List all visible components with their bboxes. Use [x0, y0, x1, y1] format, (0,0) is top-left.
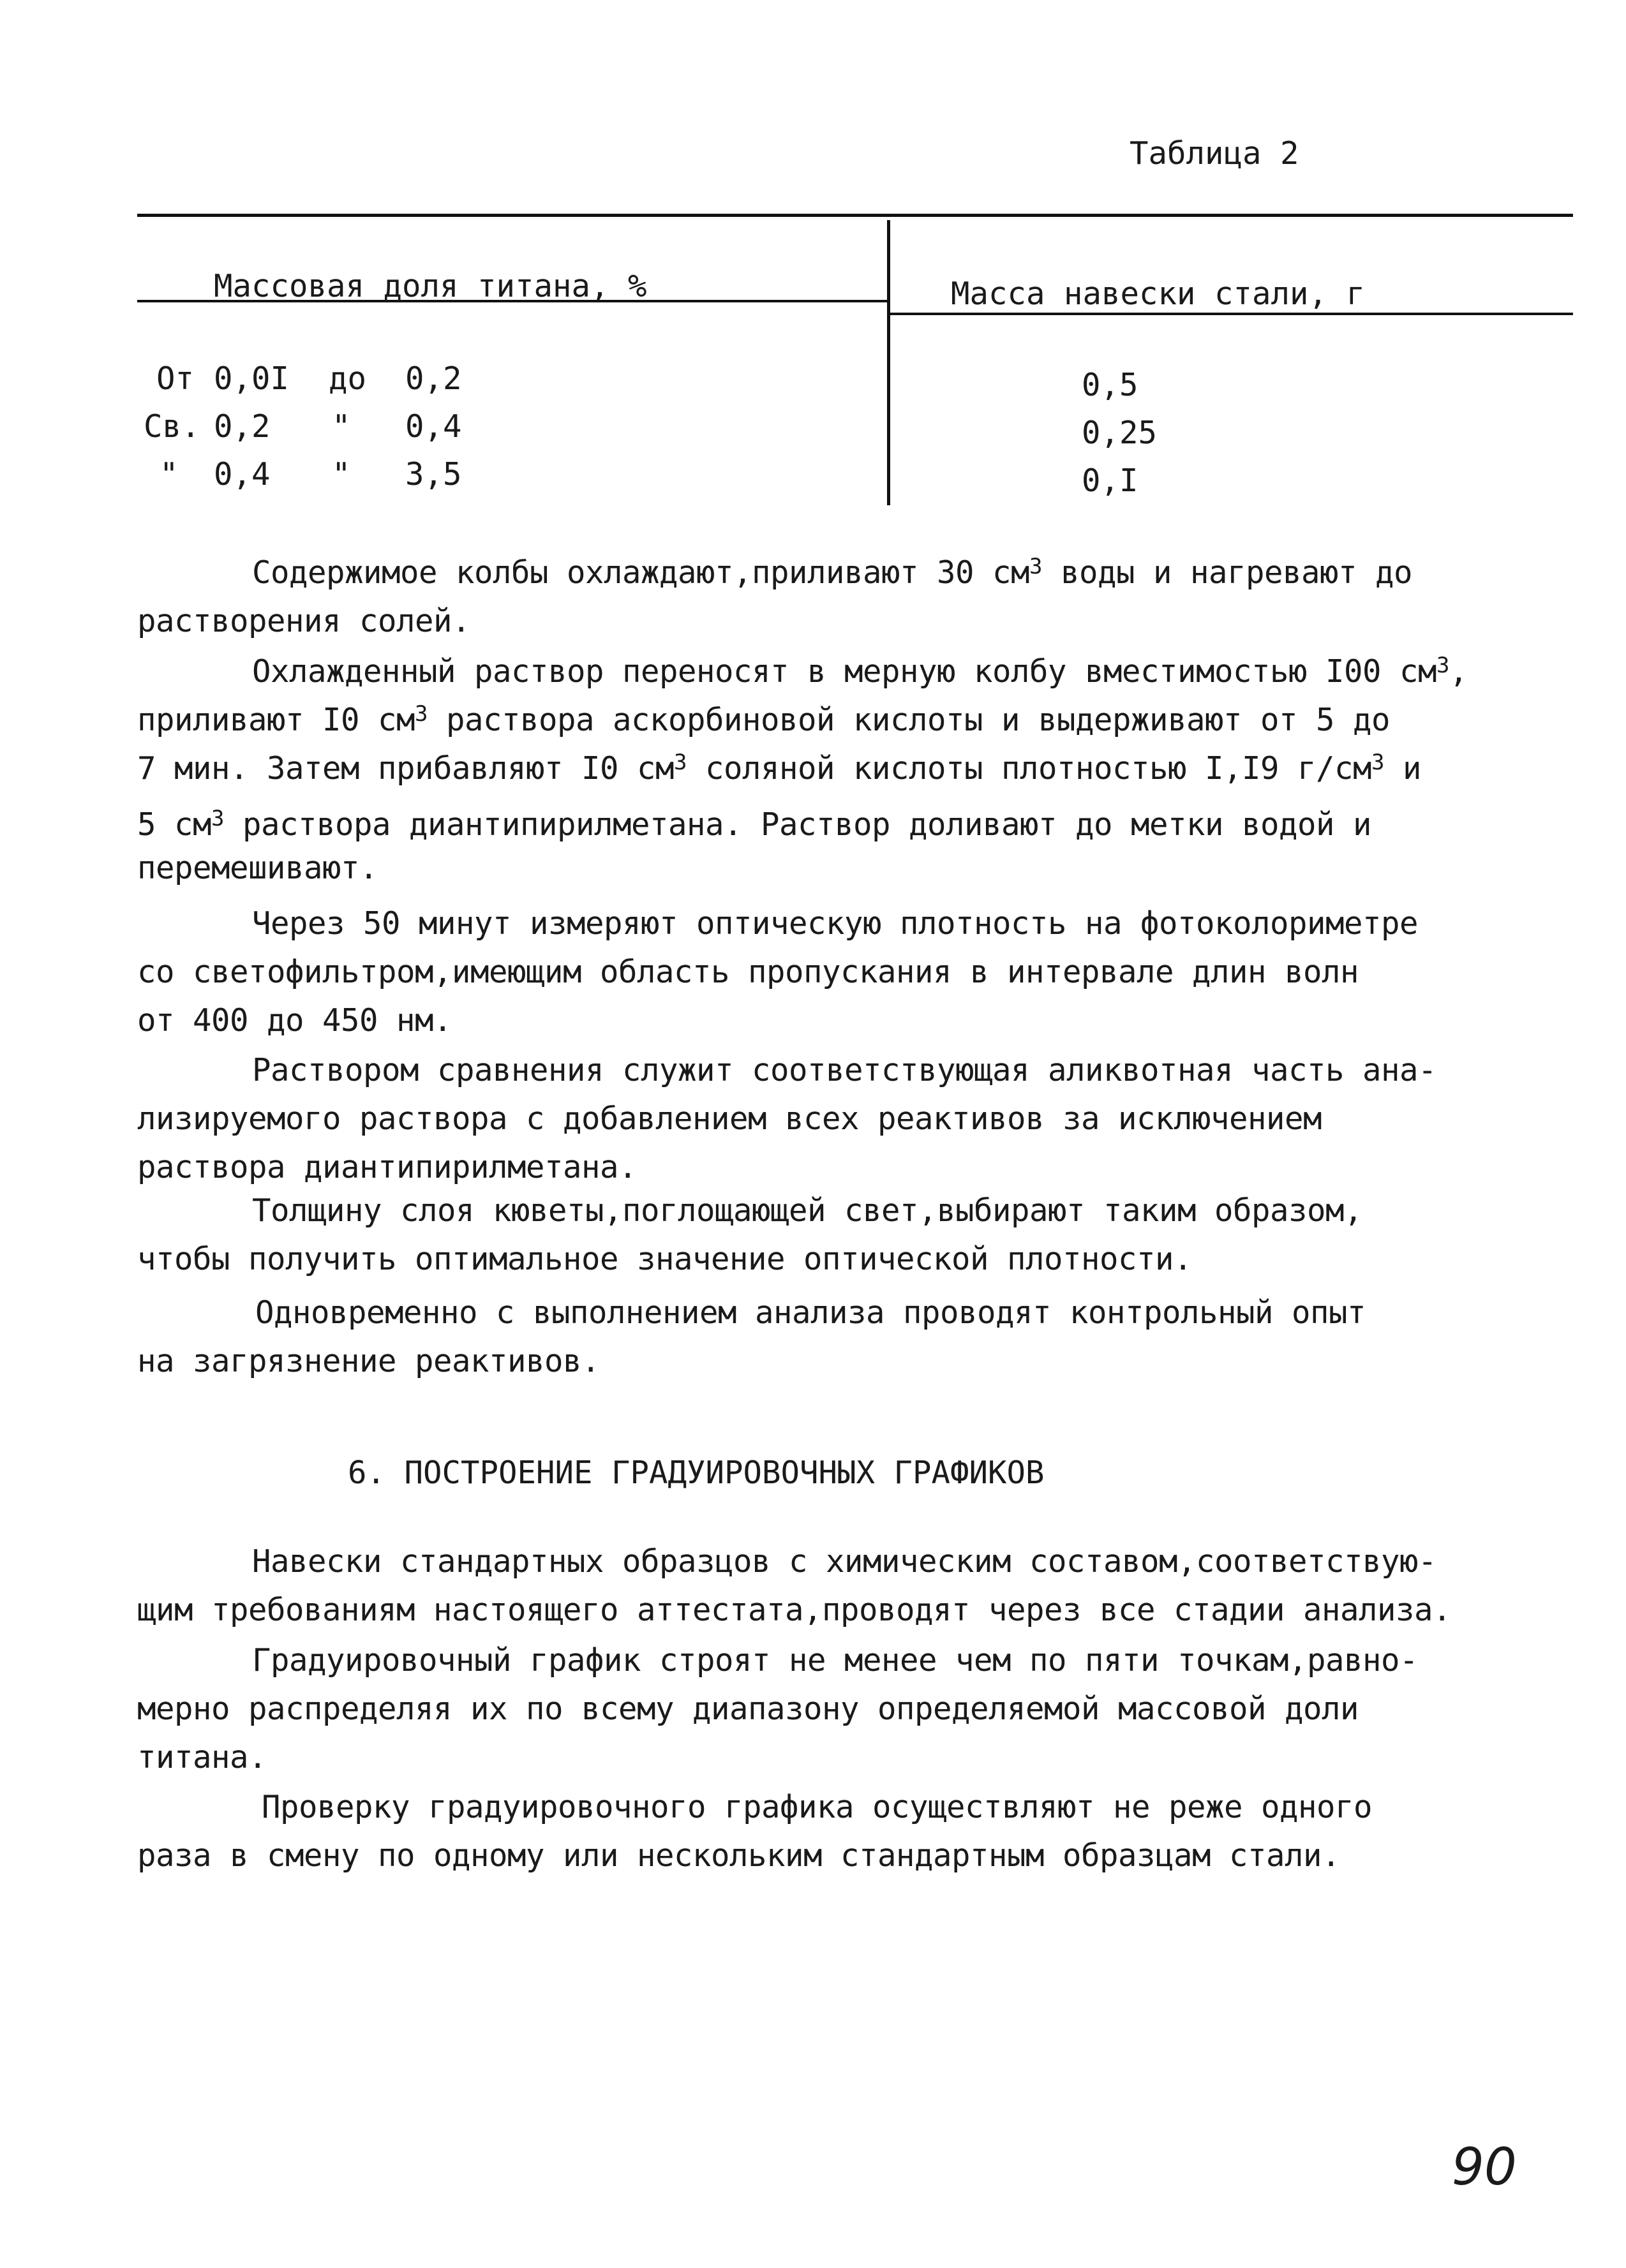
row-from-prefix: От — [156, 360, 195, 397]
row-from-value: 0,4 — [214, 456, 271, 493]
section-heading: 6. ПОСТРОЕНИЕ ГРАДУИРОВОЧНЫХ ГРАФИКОВ — [348, 1455, 1045, 1491]
row-from-prefix: " — [160, 456, 179, 493]
row-mass-value: 0,5 — [1082, 367, 1138, 403]
page-number: 90 — [1452, 2137, 1517, 2197]
paragraph: Содержимое колбы охлаждают,приливают 30 $см^3$ воды и нагревают до растворения солей. — [137, 554, 1413, 639]
row-to-value: 0,2 — [405, 360, 462, 397]
table-header-rule-right — [890, 313, 1573, 315]
table-top-rule — [137, 214, 1573, 217]
row-to-prefix: " — [332, 456, 351, 493]
row-from-value: 0,0I — [214, 360, 290, 397]
row-mass-value: 0,I — [1082, 463, 1138, 499]
row-to-value: 3,5 — [405, 456, 462, 493]
paragraph: Охлажденный раствор переносят в мерную колбу вместимостью I00 $см^3$, приливают I0 $см^3$ раствора аскорбиновой кислоты и выдерживают от 5 до 7 мин. Затем прибавляют I0 $см^3$ соляной кислоты плотностью I,I9 $г/см^3$ и 5 $см^3$ раствора диантипирилметана. Раствор доливают до метки водой и перемешивают. — [137, 653, 1468, 886]
paragraph: Толщину слоя кюветы,поглощающей свет,выбирают таким образом, чтобы получить оптимальное значение оптической плотности. — [137, 1192, 1363, 1277]
paragraph: Навески стандартных образцов с химическим составом,соответствую- щим требованиям настоящего аттестата,проводят через все стадии анализа. — [137, 1543, 1452, 1628]
paragraph: Проверку градуировочного графика осуществляют не реже одного раза в смену по одному или нескольким стандартным образцам стали. — [137, 1789, 1373, 1874]
row-to-value: 0,4 — [405, 408, 462, 445]
paragraph: Раствором сравнения служит соответствующая аликвотная часть ана- лизируемого раствора с добавлением всех реактивов за исключением раствора диантипирилметана. — [137, 1052, 1437, 1185]
row-from-value: 0,2 — [214, 408, 271, 445]
row-to-prefix: " — [332, 408, 351, 445]
row-to-prefix: до — [329, 360, 367, 397]
table-header-sample-mass: Масса навески стали, г — [951, 276, 1366, 312]
paragraph: Градуировочный график строят не менее чем по пяти точкам,равно- мерно распределяя их по всему диапазону определяемой массовой доли титана. — [137, 1642, 1419, 1775]
table-column-divider — [887, 220, 890, 505]
table-header-titanium-share: Массовая доля титана, % — [214, 268, 647, 304]
row-mass-value: 0,25 — [1082, 415, 1158, 451]
table-caption: Таблица 2 — [1130, 135, 1299, 172]
row-from-prefix: Св. — [144, 408, 200, 445]
paragraph: Одновременно с выполнением анализа проводят контрольный опыт на загрязнение реактивов. — [137, 1294, 1366, 1379]
paragraph: Через 50 минут измеряют оптическую плотность на фотоколориметре со светофильтром,имеющим область пропускания в интервале длин волн от 400 до 450 нм. — [137, 905, 1419, 1039]
